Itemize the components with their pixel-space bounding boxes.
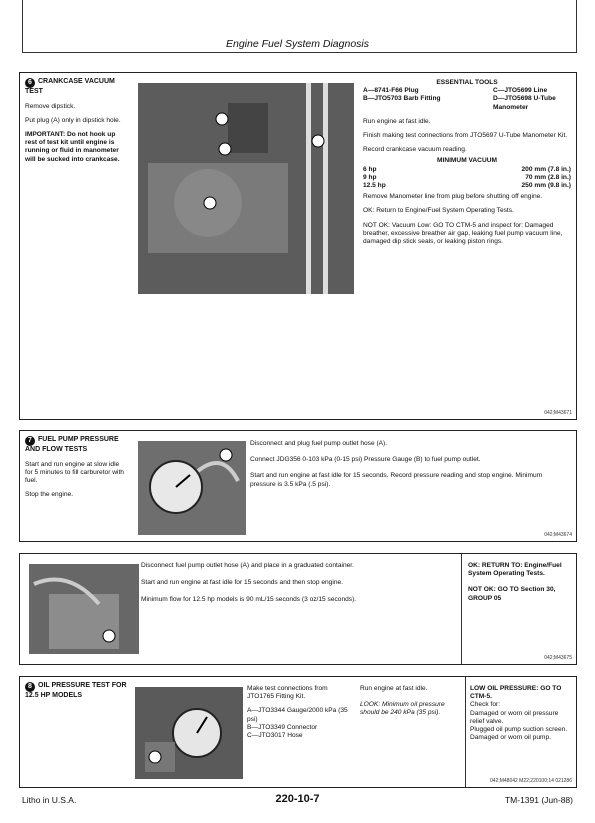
sflow-instr-1: Disconnect fuel pump outlet hose (A) and place in a graduated container. [141, 562, 354, 569]
s7-step-1: Start and run engine at slow idle for 5 minutes to fill carburetor with fuel. [25, 460, 124, 484]
tool-c: C—JTO5699 Line [493, 87, 548, 95]
s8-low-oil-title: LOW OIL PRESSURE: GO TO CTM-5. [470, 685, 562, 701]
section-oil-pressure [19, 676, 577, 788]
section-fuel-pump-pressure [19, 430, 577, 542]
s8-check-2: Plugged oil pump suction screen. [470, 726, 568, 734]
s6-instr-2: Finish making test connections from JTO5697 U-Tube Manometer Kit. [363, 132, 568, 140]
sflow-divider [461, 554, 462, 664]
s8-connections-column [247, 685, 353, 740]
s8-tool-a: A—JTO3344 Gauge/2000 kPa (35 psi) [247, 707, 348, 723]
s8-tool-c: C—JTO3017 Hose [247, 732, 303, 740]
s7-step-2: Stop the engine. [25, 491, 74, 499]
s8-check-for: Check for: [470, 701, 501, 709]
s6-ok: OK: Return to Engine/Fuel System Operating Tests. [363, 207, 514, 215]
s8-instr-2: Run engine at fast idle. [360, 685, 428, 692]
s8-right-column [470, 685, 572, 742]
s8-look-note: LOOK: Minimum oil pressure should be 240 kPa (35 psi). [360, 701, 445, 717]
s8-check-3: Damaged or worn oil pump. [470, 734, 551, 742]
s6-right-column [363, 79, 571, 246]
s7-instr-1: Disconnect and plug fuel pump outlet hose (A). [250, 440, 388, 447]
s8-oil-gauge-photo [135, 687, 243, 779]
s8-instr-1: Make test connections from JTO1765 Fitting Kit. [247, 685, 328, 701]
vacuum-row: 9 hp 70 mm (2.8 in.) [363, 173, 571, 181]
s7-gauge-photo [138, 441, 246, 535]
section-crankcase-vacuum [19, 72, 577, 420]
s7-photo-ref: 042;M43674 [544, 532, 572, 538]
s7-instr-2: Connect JDG356 0-103 kPa (0-15 psi) Pressure Gauge (B) to fuel pump outlet. [250, 456, 481, 464]
minimum-vacuum-title: MINIMUM VACUUM [437, 157, 497, 165]
s6-step-1: Remove dipstick. [25, 102, 76, 110]
s6-photo-ref: 042;M43671 [544, 410, 572, 416]
tool-d: D—JTO5698 U-Tube Manometer [493, 95, 556, 111]
s8-tool-b: B—JTO3349 Connector [247, 723, 318, 731]
s8-check-1: Damaged or worn oil pressure relief valve. [470, 709, 559, 725]
sflow-photo-ref: 042;M43675 [544, 655, 572, 661]
s6-heading: CRANKCASE VACUUM TEST [25, 78, 115, 95]
essential-tools-title: ESSENTIAL TOOLS [436, 79, 498, 86]
vacuum-row: 6 hp 200 mm (7.8 in.) [363, 165, 571, 173]
s7-left-column [25, 436, 128, 499]
sflow-container-photo [29, 564, 139, 654]
s6-not-ok: NOT OK: Vacuum Low: GO TO CTM-5 and inspect for: Damaged breather, excessive breather air gap, leaking fuel pump vacuum line, damaged dip stick seals, or leaking piston rings. [363, 221, 563, 246]
footer-litho: Litho in U.S.A. [22, 795, 77, 805]
header-rule [22, 52, 577, 53]
s8-divider [465, 677, 466, 787]
s6-instr-3: Record crankcase vacuum reading. [363, 146, 467, 154]
s7-instr-3: Start and run engine at fast idle for 15 seconds. Record pressure reading and stop engine. Minimum pressure is 3.5 kPa (.5 psi). [250, 472, 543, 488]
step-number-badge: 6 [25, 78, 35, 88]
s8-photo-ref: 042;M48042 M22;220100;14 021286 [489, 778, 572, 784]
tool-b: B—JTO5703 Barb Fitting [363, 95, 441, 103]
sflow-instr-3: Minimum flow for 12.5 hp models is 90 mL/15 seconds (3 oz/15 seconds). [141, 596, 357, 604]
sflow-middle-column [141, 562, 456, 605]
s6-step-2: Put plug (A) only in dipstick hole. [25, 116, 121, 124]
s8-left-column [25, 682, 131, 701]
s6-important-note: IMPORTANT: Do not hook up rest of test kit until engine is running or fluid in manometer will be sucked into crankcase. [25, 130, 120, 163]
section-fuel-pump-flow [19, 553, 577, 665]
s6-instr-4: Remove Manometer line from plug before shutting off engine. [363, 193, 543, 201]
page-title: Engine Fuel System Diagnosis [226, 38, 369, 50]
s7-right-column [250, 440, 568, 489]
s8-run-column [360, 685, 464, 718]
s8-heading: OIL PRESSURE TEST FOR 12.5 HP MODELS [25, 682, 127, 699]
vacuum-row: 12.5 hp 250 mm (9.8 in.) [363, 182, 571, 190]
step-number-badge: 8 [25, 682, 35, 692]
sflow-instr-2: Start and run engine at fast idle for 15 seconds and then stop engine. [141, 579, 343, 587]
tool-a: A—8741-F66 Plug [363, 87, 419, 95]
s7-heading: FUEL PUMP PRESSURE AND FLOW TESTS [25, 436, 119, 453]
sflow-right-column [468, 562, 572, 603]
sflow-not-ok: NOT OK: GO TO Section 30, GROUP 05 [468, 586, 556, 602]
s6-engine-photo [138, 83, 354, 294]
footer-manual-id: TM-1391 (Jun-88) [504, 795, 573, 805]
sflow-ok: OK: RETURN TO: Engine/Fuel System Operating Tests. [468, 562, 562, 578]
s6-instr-1: Run engine at fast idle. [363, 117, 431, 125]
footer-page-number: 220-10-7 [275, 793, 320, 805]
s6-left-column [25, 78, 128, 164]
step-number-badge: 7 [25, 436, 35, 446]
